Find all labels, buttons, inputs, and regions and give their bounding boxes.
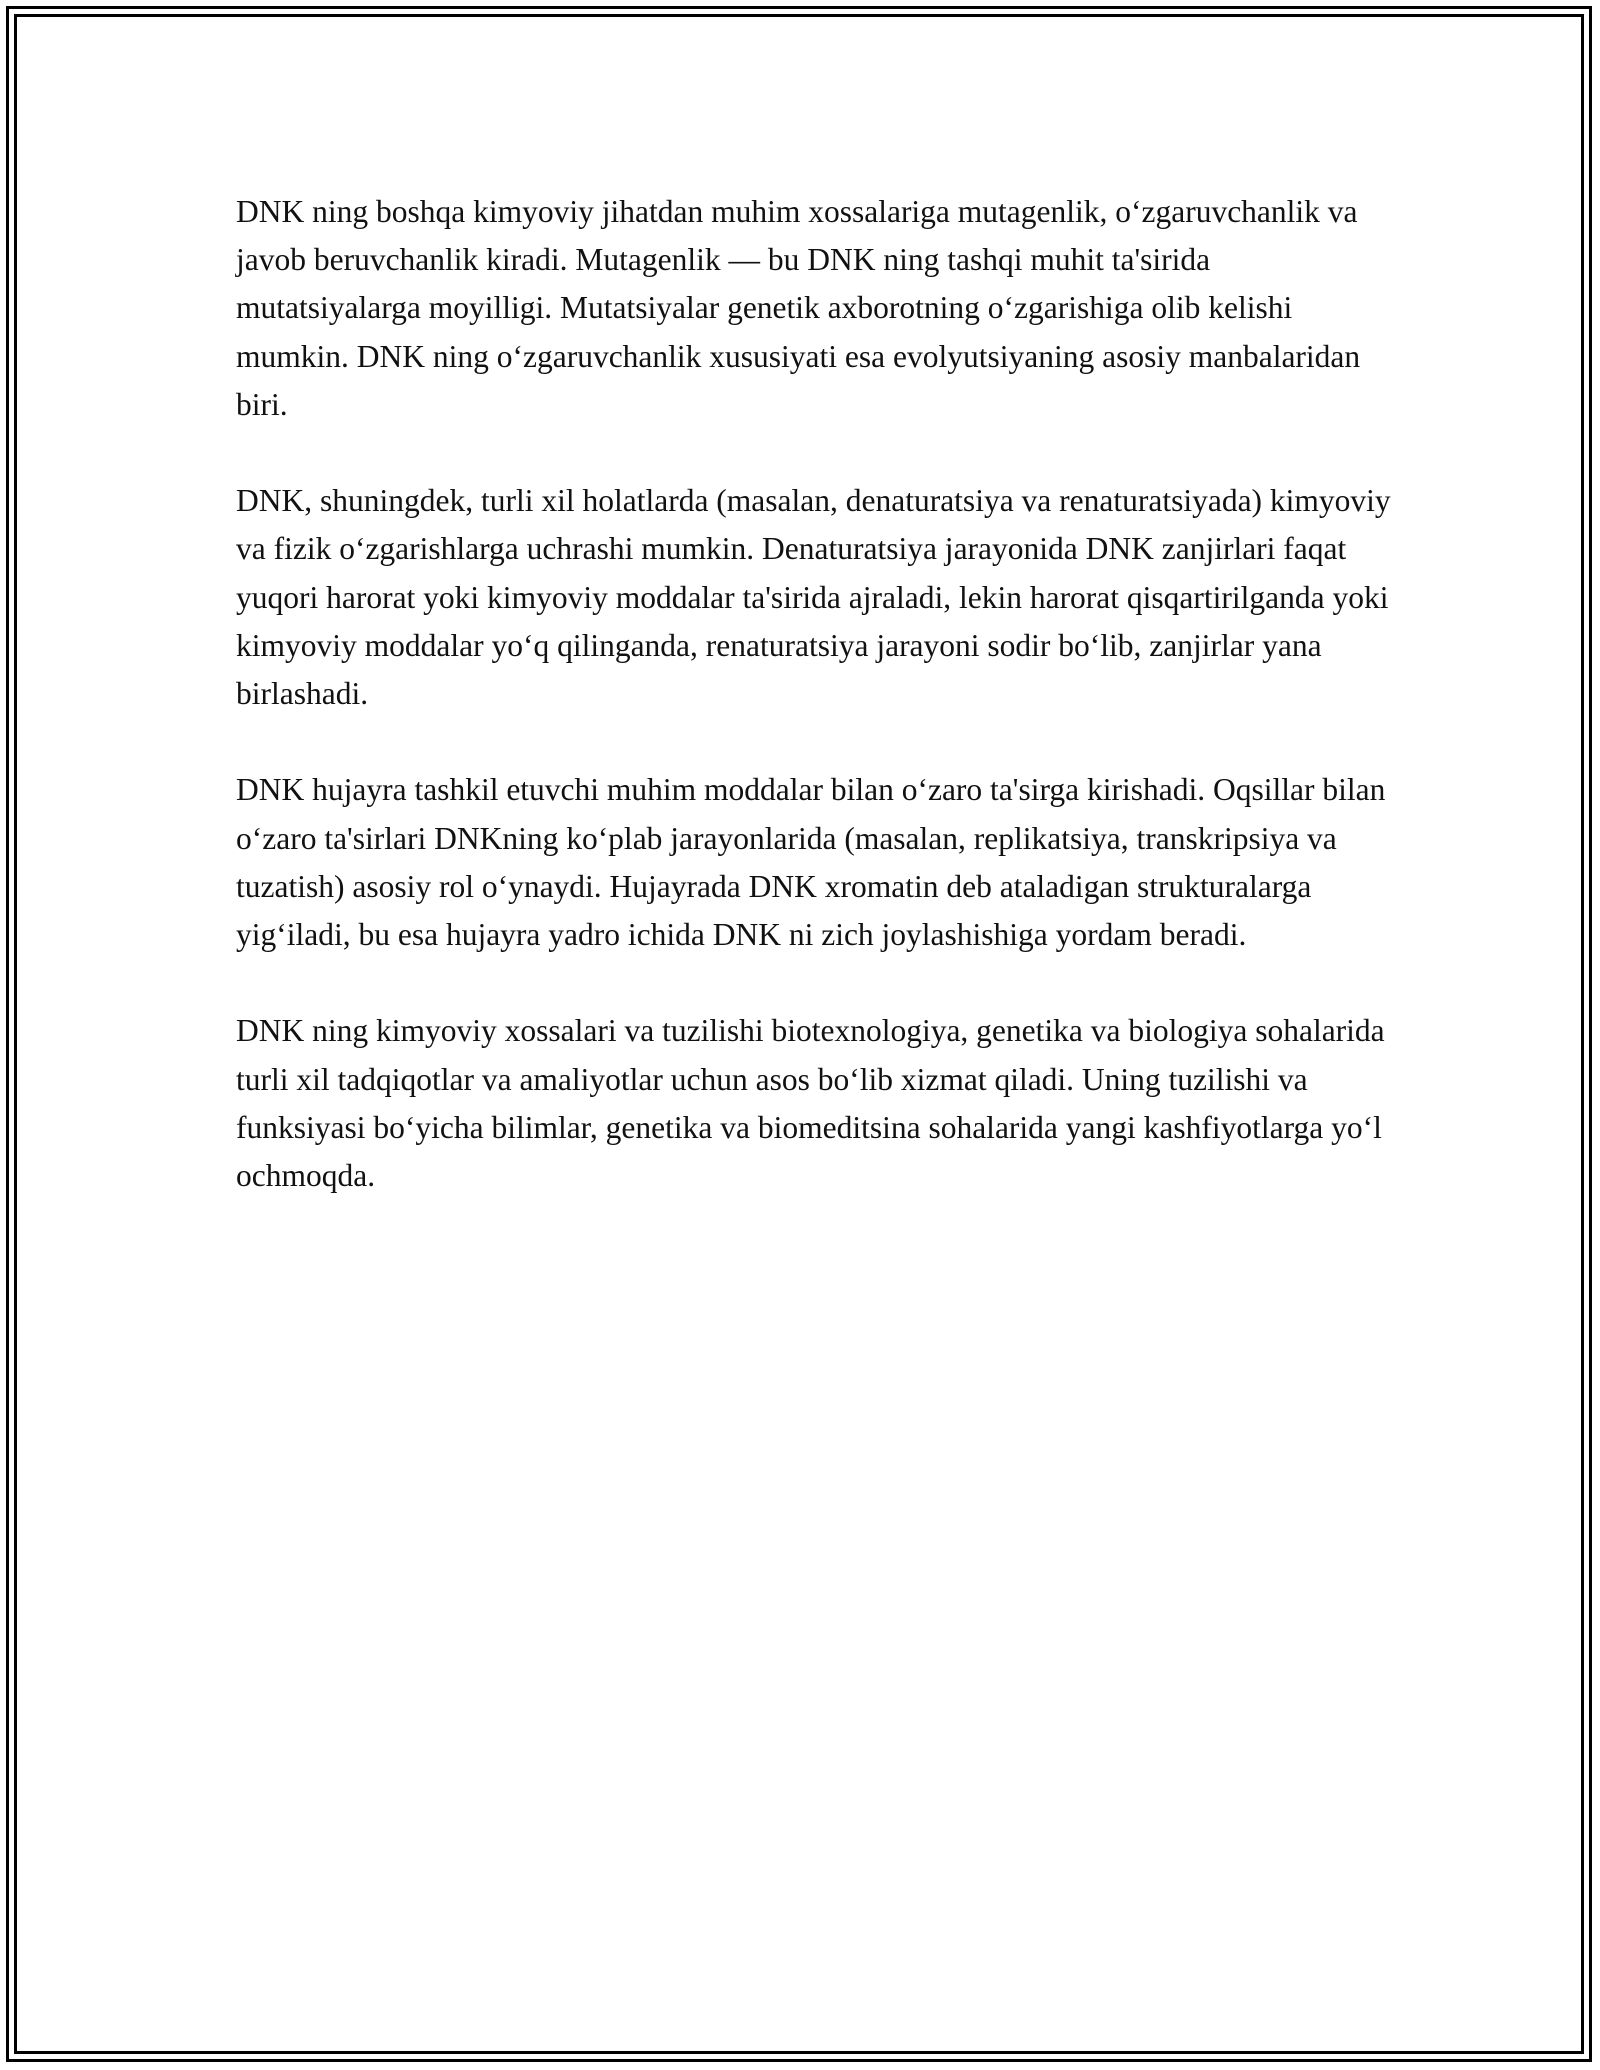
paragraph-biotexnologiya: DNK ning kimyoviy xossalari va tuzilishi biotexnologiya, genetika va biologiya sohalarida turli xil tadqiqotlar va amaliyotlar uchun asos bo‘lib xizmat qiladi. Uning tuzilishi va funksiyasi bo‘yicha bilimlar, genetika va biomeditsina sohalarida yangi kashfiyotlarga yo‘l ochmoqda. [236,1013,1385,1194]
document-body [236,188,1396,1248]
paragraph-denaturatsiya: DNK, shuningdek, turli xil holatlarda (masalan, denaturatsiya va renaturatsiyada) kimyoviy va fizik o‘zgarishlarga uchrashi mumkin. Denaturatsiya jarayonida DNK zanjirlari faqat yuqori harorat yoki kimyoviy moddalar ta'sirida ajraladi, lekin harorat qisqartirilganda yoki kimyoviy moddalar yo‘q qilinganda, renaturatsiya jarayoni sodir bo‘lib, zanjirlar yana birlashadi. [236,483,1391,712]
paragraph-mutagenlik: DNK ning boshqa kimyoviy jihatdan muhim xossalariga mutagenlik, o‘zgaruvchanlik va javob beruvchanlik kiradi. Mutagenlik — bu DNK ning tashqi muhit ta'sirida mutatsiyalarga moyilligi. Mutatsiyalar genetik axborotning o‘zgarishiga olib kelishi mumkin. DNK ning o‘zgaruvchanlik xususiyati esa evolyutsiyaning asosiy manbalaridan biri. [236,194,1361,422]
paragraph-hujayra: DNK hujayra tashkil etuvchi muhim moddalar bilan o‘zaro ta'sirga kirishadi. Oqsillar bilan o‘zaro ta'sirlari DNKning ko‘plab jarayonlarida (masalan, replikatsiya, transkripsiya va tuzatish) asosiy rol o‘ynaydi. Hujayrada DNK xromatin deb ataladigan strukturalarga yig‘iladi, bu esa hujayra yadro ichida DNK ni zich joylashishiga yordam beradi. [236,772,1386,953]
